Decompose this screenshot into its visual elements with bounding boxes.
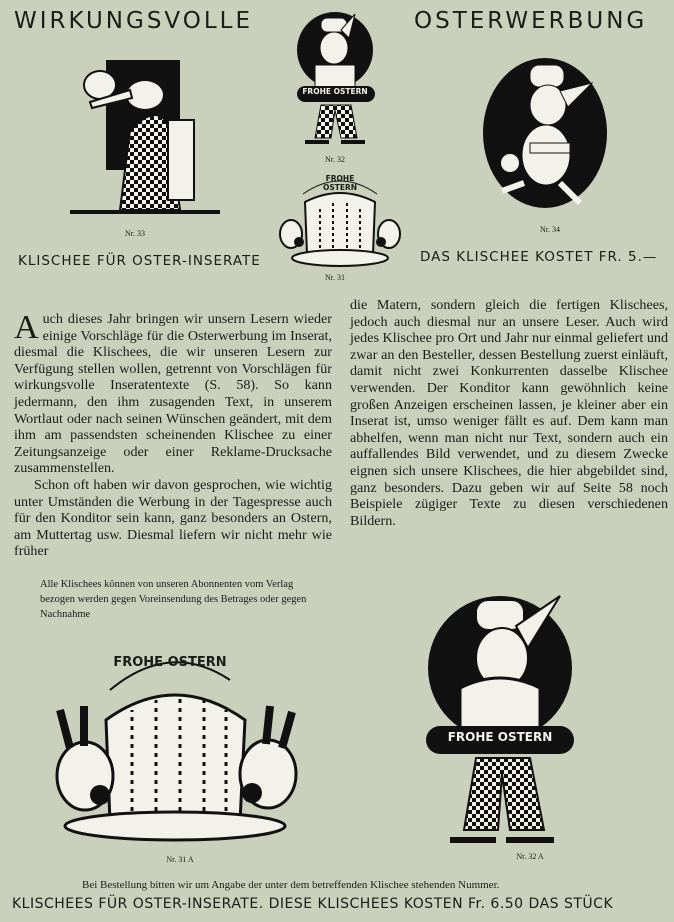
illustration-nr33 xyxy=(70,60,230,225)
header-right-title: OSTERWERBUNG xyxy=(414,8,648,34)
caption-nr34: Nr. 34 xyxy=(540,225,560,234)
illustration-nr32a xyxy=(420,578,580,850)
subscriber-note: Alle Klischees können von unseren Abonnenten vom Verlag bezogen werden gegen Voreinsendung des Betrages oder gegen Nachnahme xyxy=(40,579,307,620)
price-line: KLISCHEES FÜR OSTER-INSERATE. DIESE KLISCHEES KOSTEN Fr. 6.50 DAS STÜCK xyxy=(12,896,614,912)
article-column-left xyxy=(14,311,332,560)
dropcap: A xyxy=(14,309,39,346)
caption-nr31: Nr. 31 xyxy=(325,273,345,282)
caption-nr32a: Nr. 32 A xyxy=(516,852,544,861)
header-left-title: WIRKUNGSVOLLE xyxy=(14,8,254,34)
sub-left: KLISCHEE FÜR OSTER-INSERATE xyxy=(18,253,261,269)
sub-right: DAS KLISCHEE KOSTET FR. 5.— xyxy=(420,249,658,265)
order-note: Bei Bestellung bitten wir um Angabe der unter dem betreffenden Klischee stehenden Nummer. xyxy=(82,879,500,891)
caption-nr31a: Nr. 31 A xyxy=(166,855,194,864)
caption-nr32: Nr. 32 xyxy=(325,155,345,164)
caption-nr33: Nr. 33 xyxy=(125,229,145,238)
illustration-nr32 xyxy=(285,10,385,150)
illustration-nr34 xyxy=(480,55,610,215)
sign-nr31a: FROHE OSTERN xyxy=(113,655,227,670)
article-column-right xyxy=(350,297,668,529)
illustration-nr31a xyxy=(40,650,310,850)
article-paragraph-1: uch dieses Jahr bringen wir unsern Lesern wieder einige Vorschläge für die Osterwerbung im Inserat, diesmal die Klischees, die wir unseren Lesern zur Verfügung stellen wollen, getrennt von Vorschlägen für wirkungsvolle Inseratentexte (S. 58). So kann jedermann, den ihm zusagenden Text, in unserem Wortlaut oder nach seinen Wünschen geändert, mit dem ihm am passendsten scheinenden Klischee zu einer Zeitungsanzeige oder einer Reklame-Drucksache zusammenstellen. xyxy=(14,311,332,477)
sign-nr32a: FROHE OSTERN xyxy=(447,730,553,744)
article-paragraph-2: Schon oft haben wir davon gesprochen, wie wichtig unter Umständen die Werbung in der Tagespresse auch für den Konditor sein kann, ganz besonders an Ostern, am Muttertag usw. Diesmal liefern wir nicht mehr wie früher xyxy=(14,476,332,560)
sign-nr32: FROHE OSTERN xyxy=(302,87,368,96)
sign-nr31: FROHE OSTERN xyxy=(322,174,358,192)
article-paragraph-3: die Matern, sondern gleich die fertigen Klischees, jedoch auch diesmal nur an unsere Leser. Auch wird jedes Klischee pro Ort und Jahr nur einmal geliefert und zwar an den Besteller, dessen Bestellung zuerst einläuft, damit nicht zwei Konkurrenten dasselbe Klischee verwenden. Der Konditor kann gewöhnlich keine großen Anzeigen erscheinen lassen, je kleiner aber ein Inserat ist, umso weniger fällt es auf. Dem kann man abhelfen, wenn man nicht nur Text, sondern auch ein auffallendes Bild verwendet, und zu diesem Zwecke eignen sich unsere Klischees, die hier abgebildet sind, ganz besonders. Dazu geben wir auf Seite 58 noch Beispiele zügiger Texte zu diesen verschiedenen Bildern. xyxy=(350,297,668,529)
